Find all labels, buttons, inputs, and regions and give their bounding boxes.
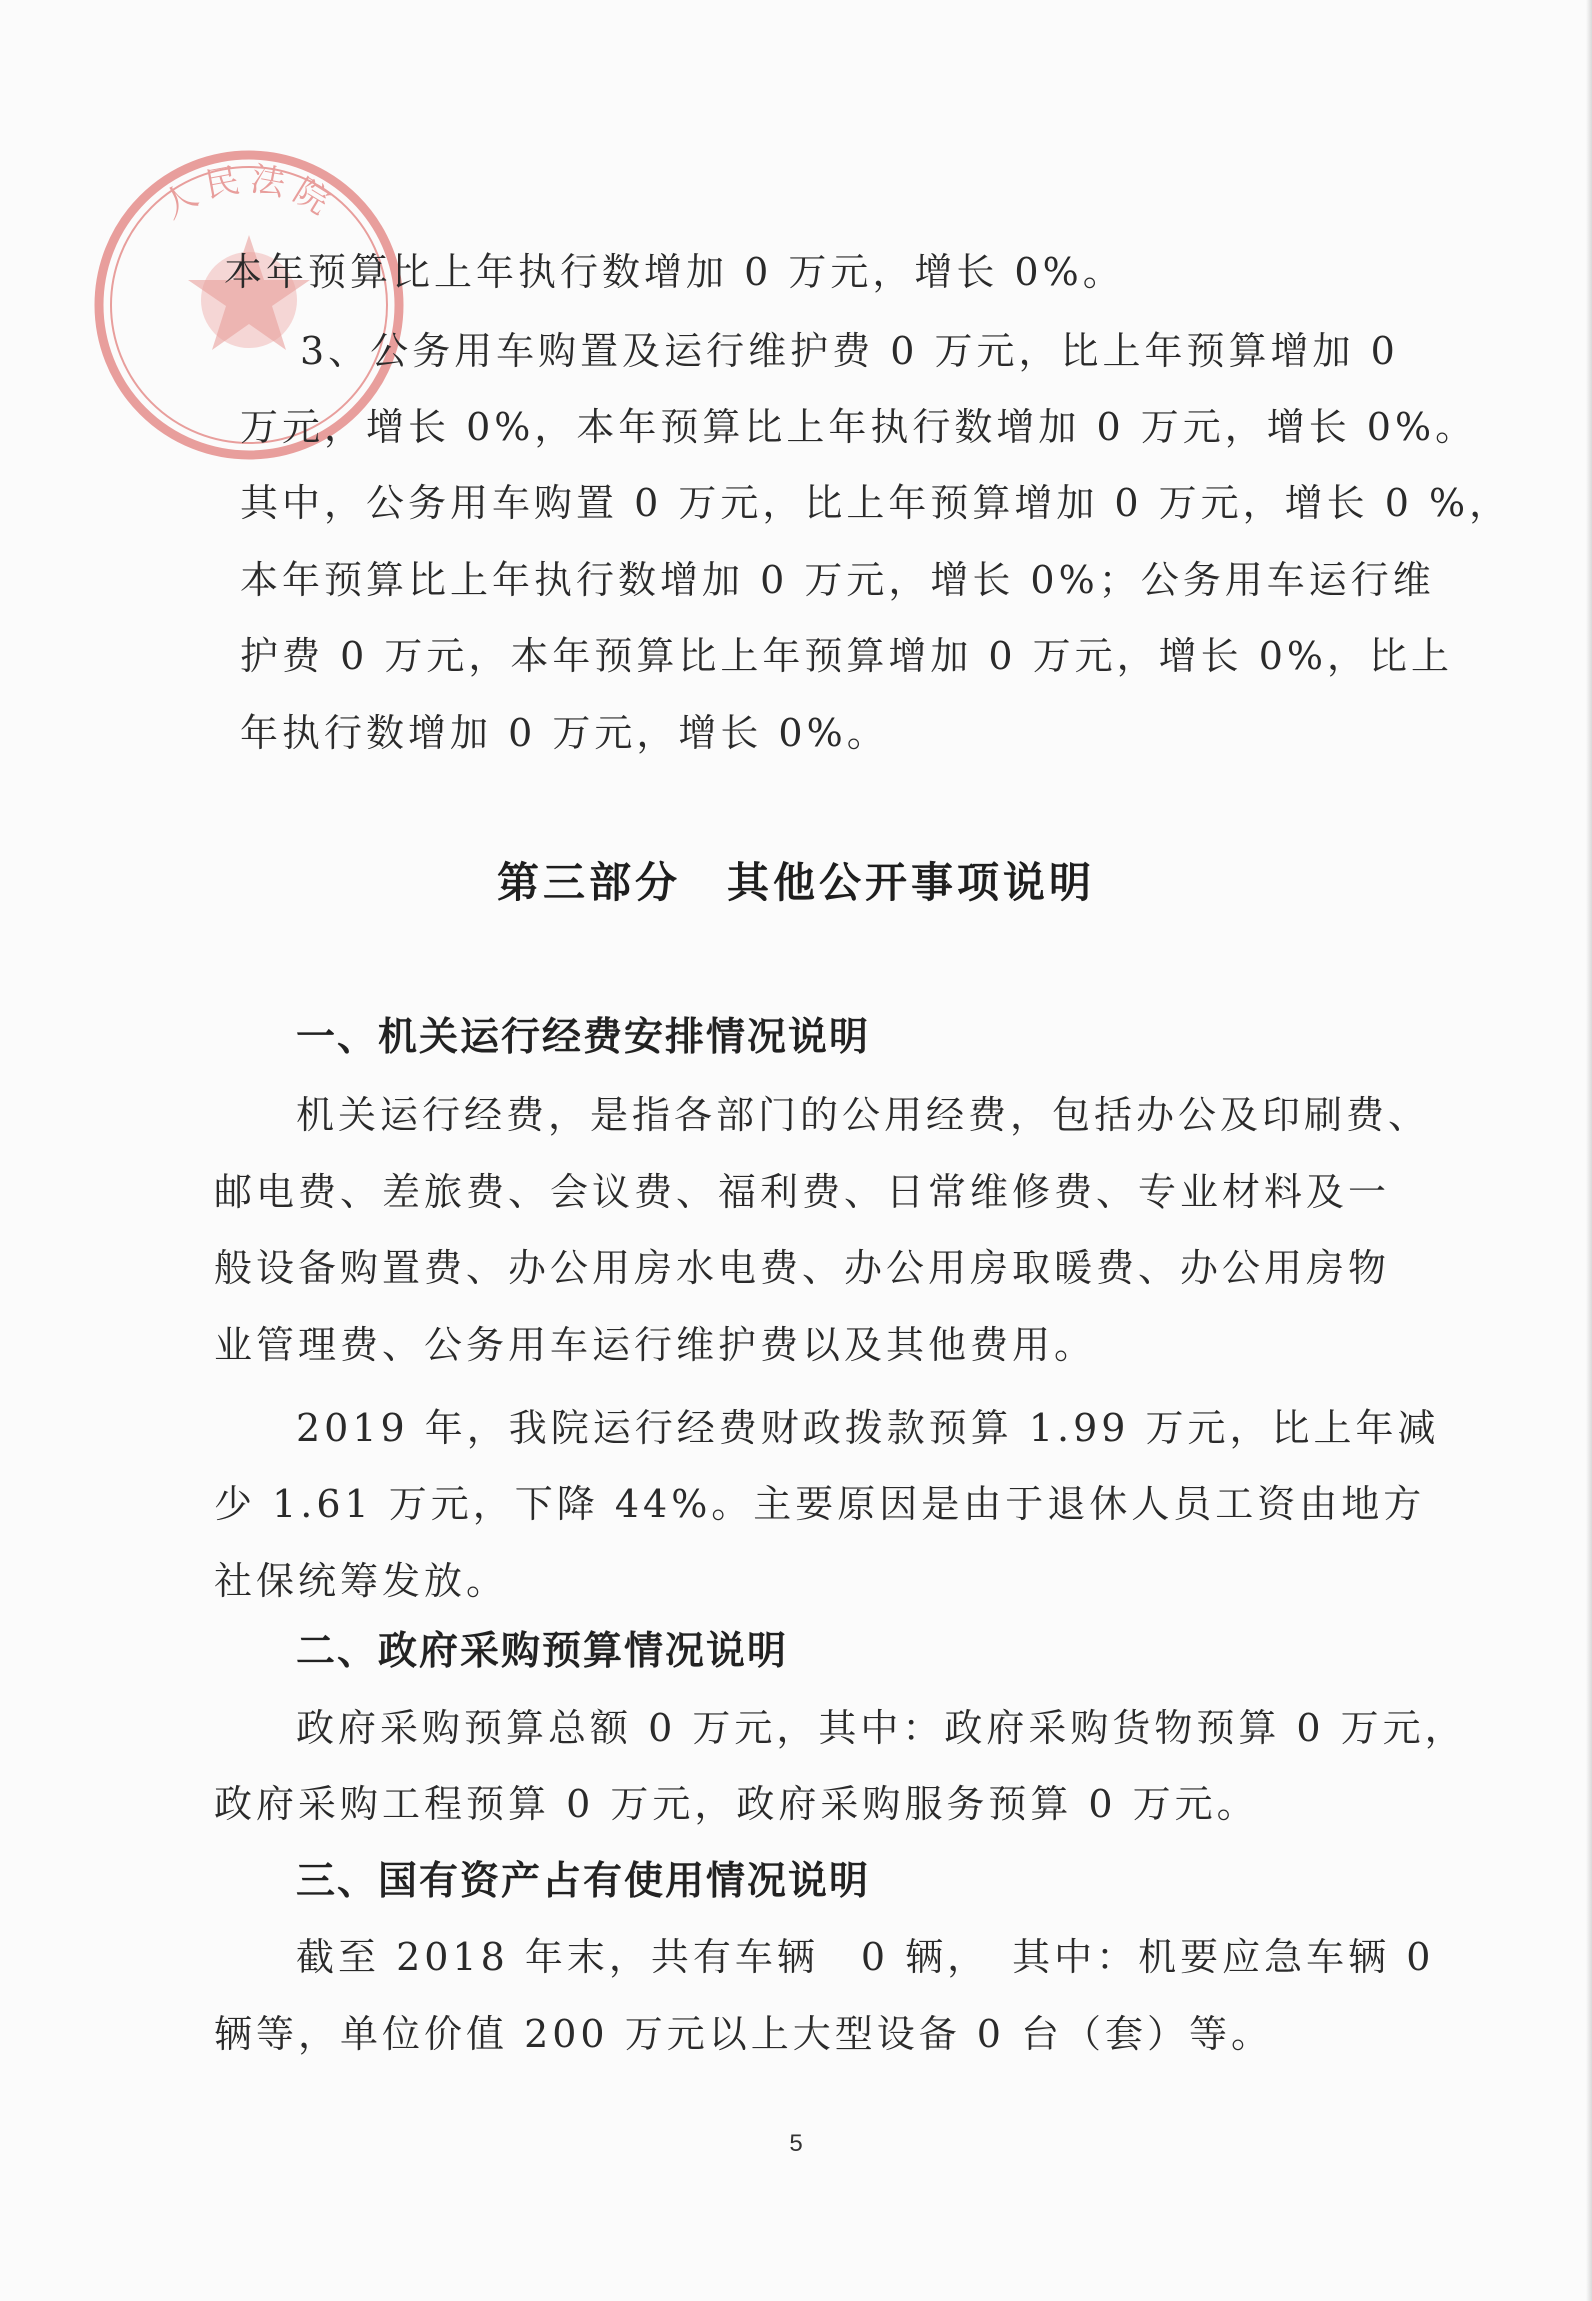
part3-title: 第三部分 其他公开事项说明	[496, 858, 1095, 907]
section1-para1-line-4: 业管理费、公务用车运行维护费以及其他费用。	[214, 1323, 1097, 1367]
section2-heading: 二、政府采购预算情况说明	[296, 1629, 789, 1674]
section3-heading: 三、国有资产占有使用情况说明	[296, 1859, 871, 1904]
section1-para1-line-2: 邮电费、差旅费、会议费、福利费、日常维修费、专业材料及一	[214, 1170, 1391, 1214]
part1-line-5: 本年预算比上年执行数增加 0 万元，增长 0%；公务用车运行维	[240, 558, 1435, 602]
section1-heading: 一、机关运行经费安排情况说明	[296, 1015, 871, 1060]
section1-para2-line-2: 少 1.61 万元，下降 44%。主要原因是由于退休人员工资由地方	[214, 1482, 1426, 1526]
part1-line-4: 其中，公务用车购置 0 万元，比上年预算增加 0 万元，增长 0 %，	[240, 481, 1512, 525]
section3-para-line-2: 辆等，单位价值 200 万元以上大型设备 0 台（套）等。	[214, 2012, 1274, 2056]
part1-line-2: 3、公务用车购置及运行维护费 0 万元，比上年预算增加 0	[300, 329, 1399, 373]
part1-line-1: 本年预算比上年执行数增加 0 万元，增长 0%。	[224, 250, 1125, 294]
page-number: 5	[789, 2130, 803, 2157]
part1-line-7: 年执行数增加 0 万元，增长 0%。	[240, 711, 889, 755]
section3-para-line-1: 截至 2018 年末，共有车辆 0 辆， 其中：机要应急车辆 0	[296, 1935, 1435, 1979]
part1-line-6: 护费 0 万元，本年预算比上年预算增加 0 万元，增长 0%，比上	[240, 634, 1454, 678]
section2-para-line-1: 政府采购预算总额 0 万元，其中：政府采购货物预算 0 万元，	[296, 1706, 1467, 1750]
section1-para2-line-1: 2019 年，我院运行经费财政拨款预算 1.99 万元，比上年减	[296, 1406, 1440, 1450]
section1-para1-line-1: 机关运行经费，是指各部门的公用经费，包括办公及印刷费、	[296, 1093, 1431, 1137]
section2-para-line-2: 政府采购工程预算 0 万元，政府采购服务预算 0 万元。	[214, 1782, 1259, 1826]
svg-text:人民法院	[155, 159, 343, 227]
section1-para1-line-3: 般设备购置费、办公用房水电费、办公用房取暖费、办公用房物	[214, 1246, 1391, 1290]
seal-text: 人民法院	[155, 159, 343, 227]
section1-para2-line-3: 社保统筹发放。	[214, 1559, 509, 1603]
part1-line-3: 万元，增长 0%，本年预算比上年执行数增加 0 万元，增长 0%。	[240, 405, 1478, 449]
